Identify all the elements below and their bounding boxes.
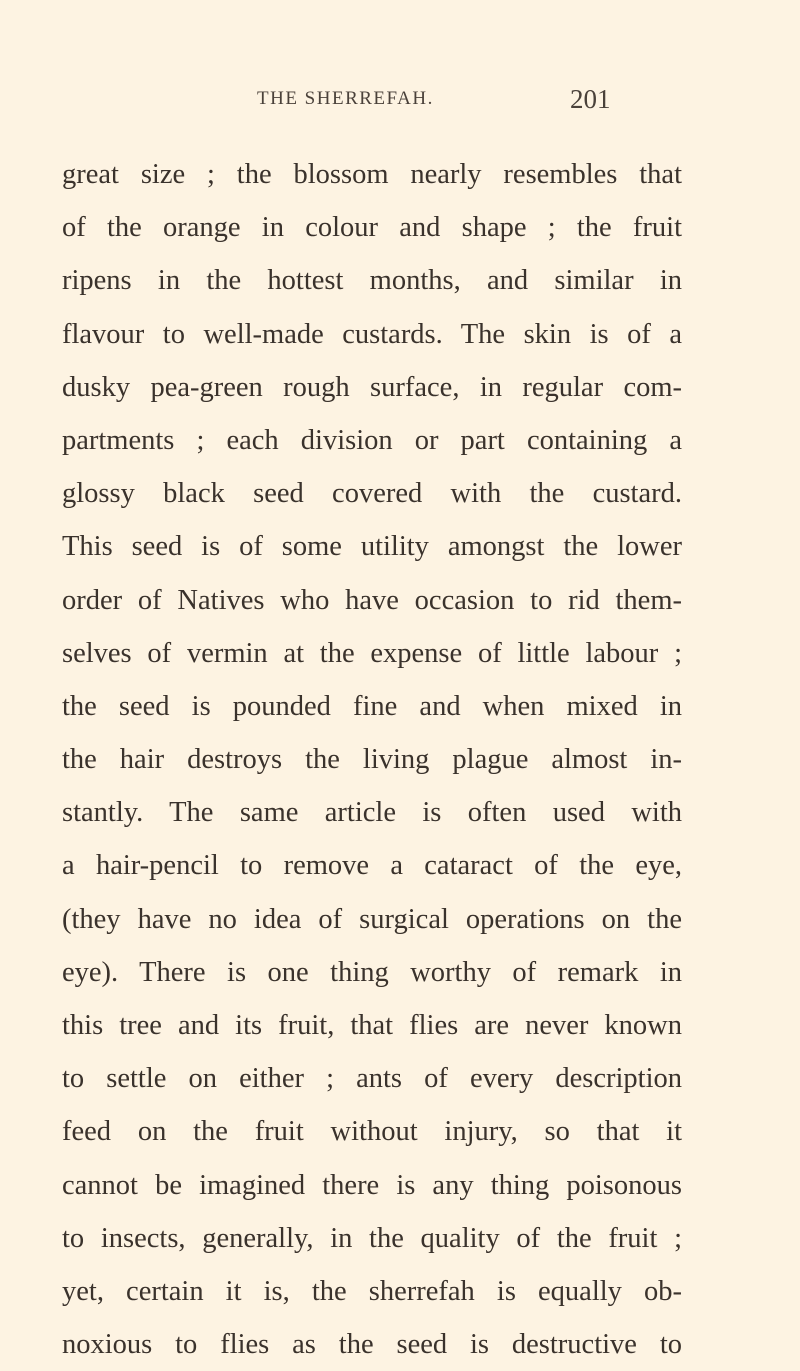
text-line: this tree and its fruit, that flies are never known	[62, 1010, 682, 1041]
text-line: cannot be imagined there is any thing poisonous	[62, 1169, 682, 1201]
text-line: the hair destroys the living plague almost in-	[62, 744, 682, 776]
text-line: selves of vermin at the expense of little labour ;	[62, 637, 682, 669]
text-line: to insects, generally, in the quality of the fruit ;	[62, 1222, 682, 1254]
text-line: to settle on either ; ants of every description	[62, 1063, 682, 1095]
text-line: partments ; each division or part containing a	[62, 424, 682, 456]
text-line: This seed is of some utility amongst the lower	[62, 531, 682, 563]
text-line: ripens in the hottest months, and similar in	[62, 265, 682, 297]
text-line: noxious to flies as the seed is destructive to	[62, 1329, 682, 1361]
page-header	[0, 84, 800, 128]
text-line: a hair-pencil to remove a cataract of the eye,	[62, 850, 682, 882]
text-line: order of Natives who have occasion to rid them-	[62, 584, 682, 616]
page-number: 201	[570, 84, 611, 114]
text-line: (they have no idea of surgical operations on the	[62, 903, 682, 935]
text-line: dusky pea-green rough surface, in regular com-	[62, 371, 682, 403]
text-line: of the orange in colour and shape ; the fruit	[62, 212, 682, 244]
text-line: the seed is pounded fine and when mixed in	[62, 690, 682, 722]
text-line: glossy black seed covered with the custard.	[62, 478, 682, 510]
running-head: THE SHERREFAH.	[257, 88, 434, 109]
text-line: feed on the fruit without injury, so that it	[62, 1116, 682, 1148]
text-line: yet, certain it is, the sherrefah is equally ob-	[62, 1275, 682, 1307]
body-text	[62, 148, 682, 1371]
text-line: great size ; the blossom nearly resembles that	[62, 159, 682, 190]
text-line: eye). There is one thing worthy of remark in	[62, 956, 682, 988]
text-line: stantly. The same article is often used with	[62, 797, 682, 829]
text-line: flavour to well-made custards. The skin is of a	[62, 318, 682, 350]
